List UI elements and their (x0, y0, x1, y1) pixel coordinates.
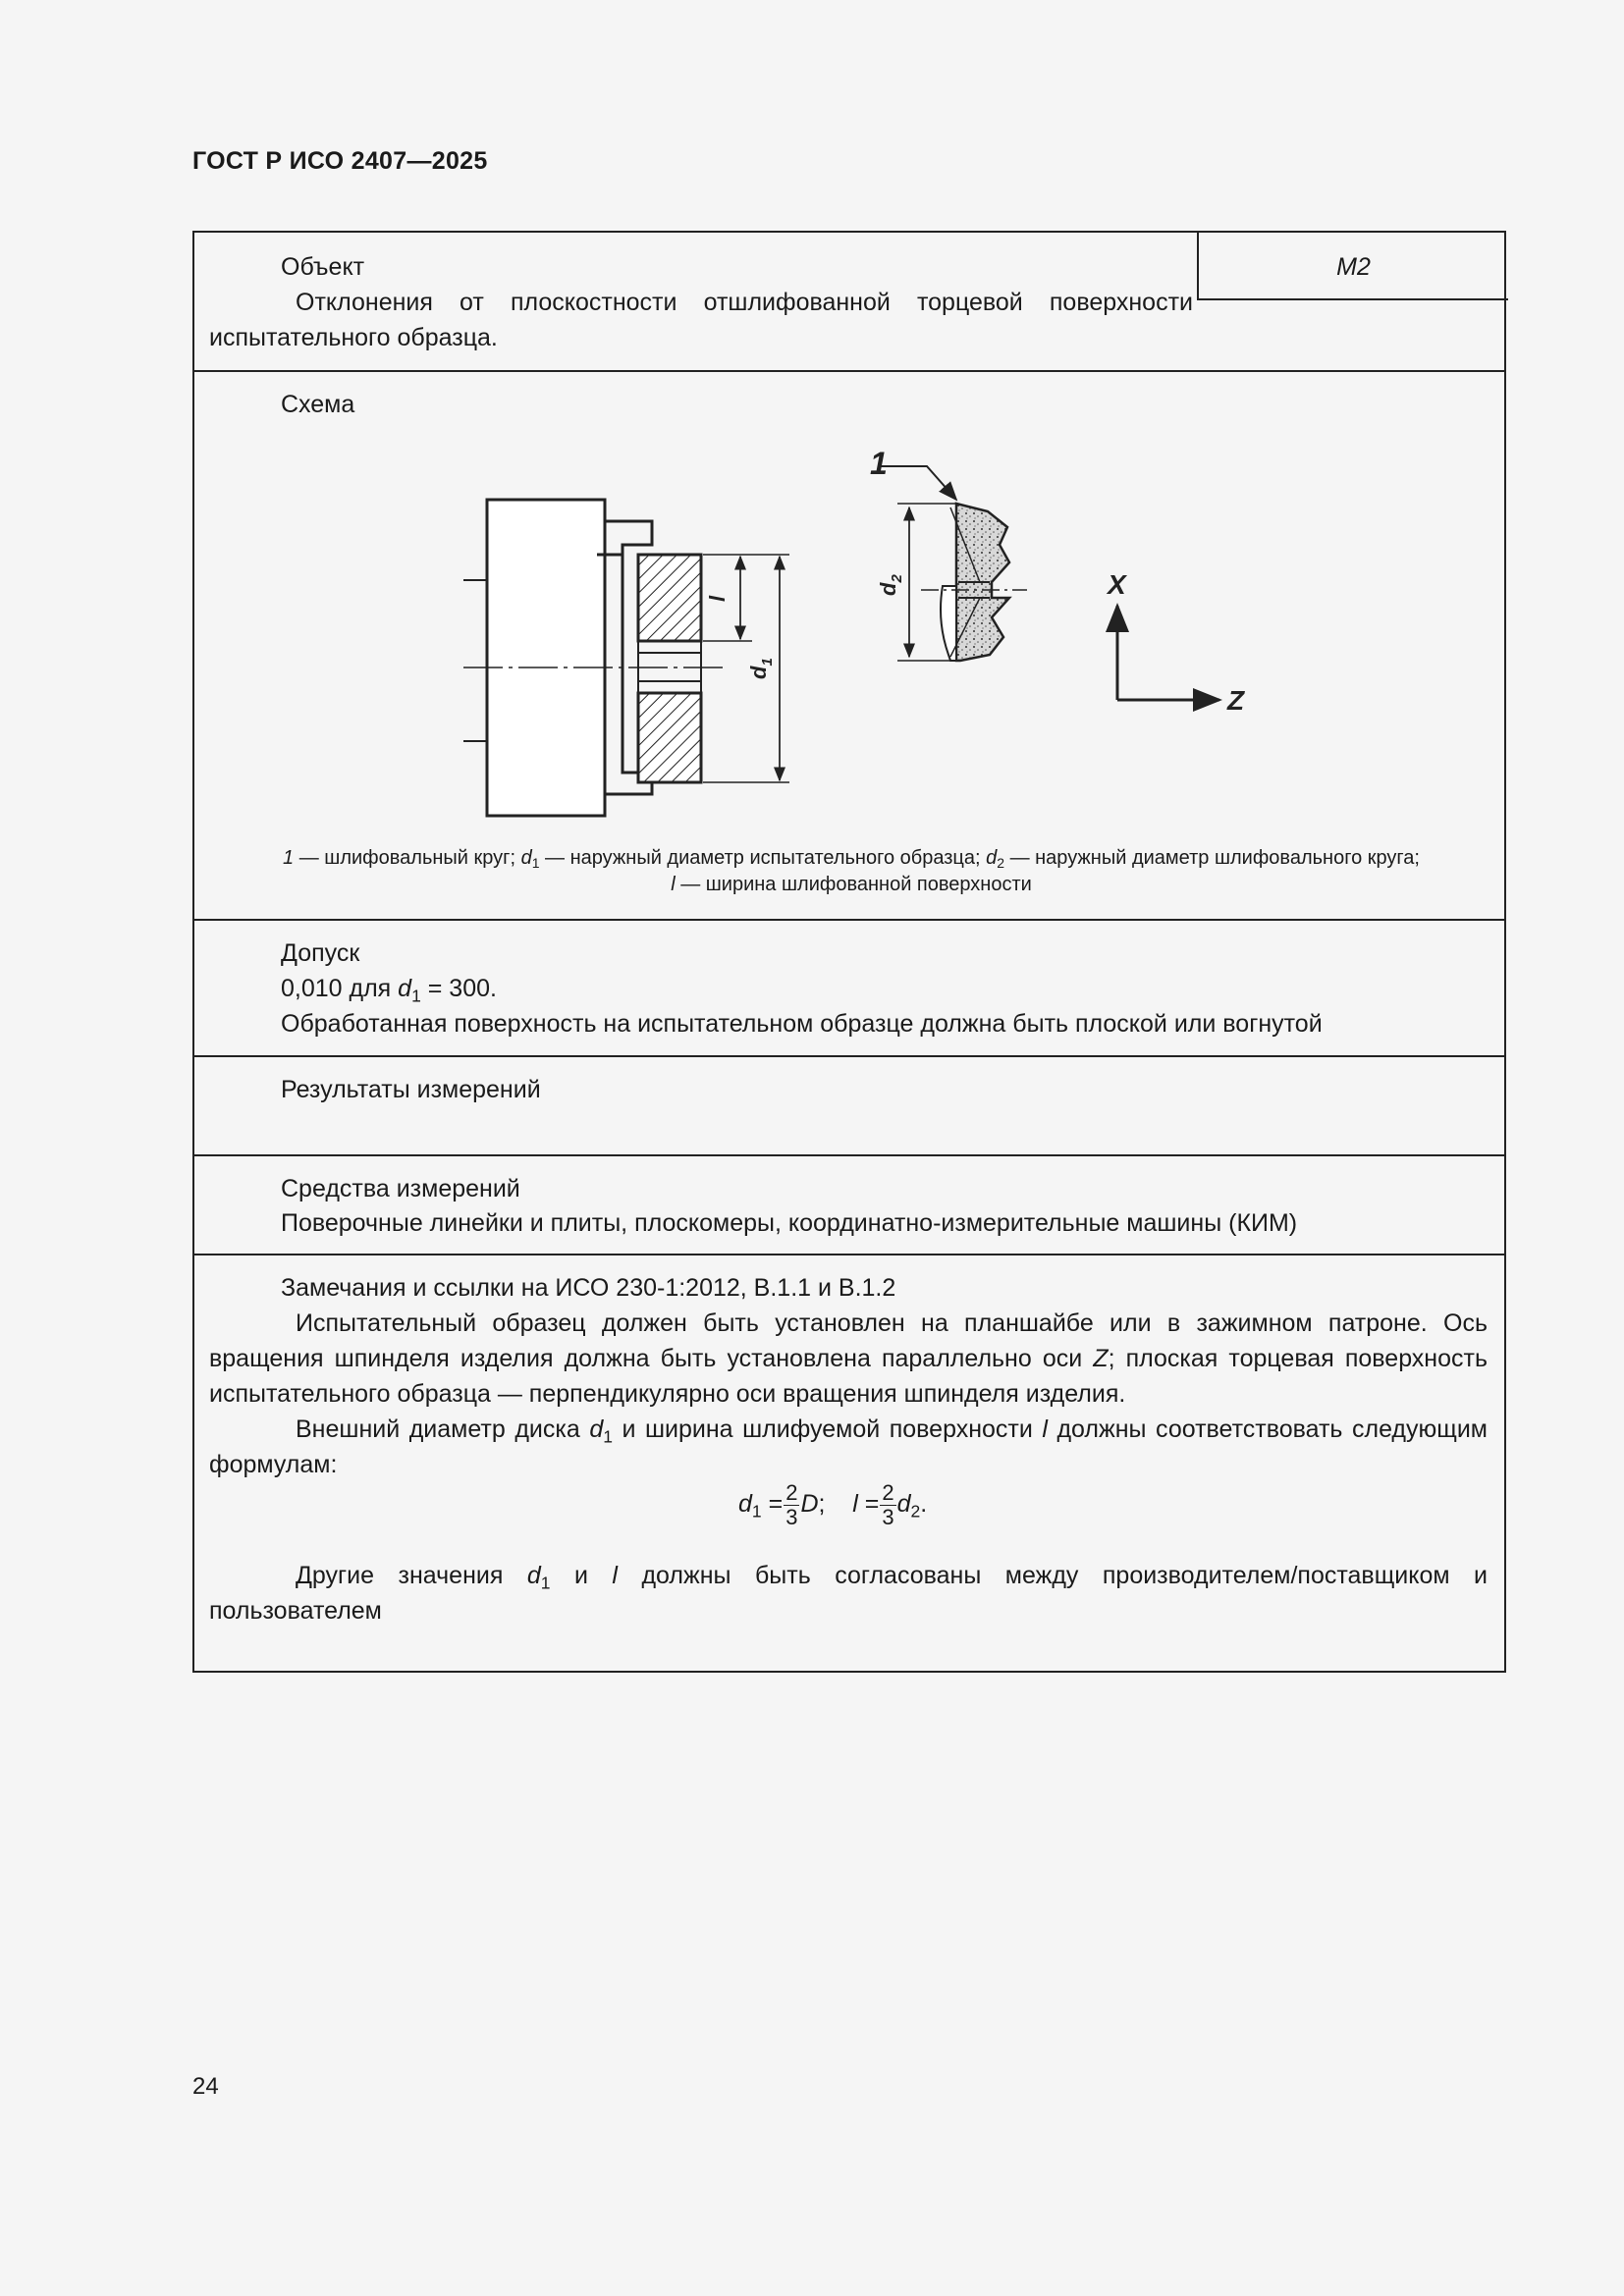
object-label: Объект (281, 253, 365, 281)
page-number: 24 (192, 2073, 219, 2100)
scheme-label: Схема (281, 391, 355, 418)
document-header: ГОСТ Р ИСО 2407—2025 (192, 147, 488, 175)
l-dim-label: l (705, 595, 730, 602)
divider (194, 919, 1504, 921)
scheme-caption: 1 — шлифовальный круг; $d_1$ — наружный диаметр испытательного образца; $d_2$ — наружный диаметр шлифовального круга; l — ширина шлифованной поверхности (283, 847, 1420, 895)
notes-paragraph-1: Испытательный образец должен быть установлен на планшайбе или в зажимном патроне. Ось вращения шпинделя изделия должна быть установлена параллельно оси Z; плоская торцевая поверхность испытательного образца — перпендикулярно оси вращения шпинделя изделия. (209, 1309, 1488, 1408)
d2-dim-label (876, 574, 905, 596)
instruments-text: Поверочные линейки и плиты, плоскомеры, координатно-измерительные машины (КИМ) (281, 1209, 1298, 1237)
scheme-drawing (194, 370, 1504, 841)
svg-text:d1: $d_1$ (746, 658, 776, 679)
object-text: Отклонения от плоскостности отшлифованной торцевой поверхности испытательного образца. (209, 289, 1193, 351)
formula: $d_1$ = $\frac{2}{3}$ D; l = $\frac{2}{3}$ $d_2$. (738, 1480, 928, 1529)
coordinate-axes (1117, 606, 1219, 700)
notes-paragraph-2: Внешний диаметр диска $d_1$ и ширина шлифуемой поверхности l должны соответствовать следующим формулам: (209, 1415, 1488, 1478)
inspection-table (192, 231, 1506, 1673)
results-label: Результаты измерений (281, 1076, 541, 1103)
divider (194, 1154, 1504, 1156)
d1-dim-label (746, 658, 776, 679)
x-axis-label: X (1108, 569, 1126, 600)
tolerance-text: Обработанная поверхность на испытательном образце должна быть плоской или вогнутой (281, 1010, 1323, 1038)
notes-label: Замечания и ссылки на ИСО 230-1:2012, В.1.1 и В.1.2 (281, 1274, 896, 1302)
code-value: M2 (1336, 253, 1371, 281)
divider (194, 1055, 1504, 1057)
tolerance-label: Допуск (281, 939, 360, 967)
chuck-drawing (463, 500, 789, 816)
tolerance-value: 0,010 для $d_1 = 300$. (281, 975, 497, 1006)
svg-text:d2: $d_2$ (876, 574, 905, 596)
divider (194, 1254, 1504, 1255)
z-axis-label: Z (1227, 685, 1245, 716)
grinding-wheel-drawing (878, 466, 1027, 661)
item-1-label: 1 (870, 446, 888, 481)
notes-paragraph-3: Другие значения $d_1$ и l должны быть согласованы между производителем/поставщиком и пользователем (209, 1562, 1489, 1625)
instruments-label: Средства измерений (281, 1175, 520, 1202)
code-box (1197, 233, 1508, 300)
